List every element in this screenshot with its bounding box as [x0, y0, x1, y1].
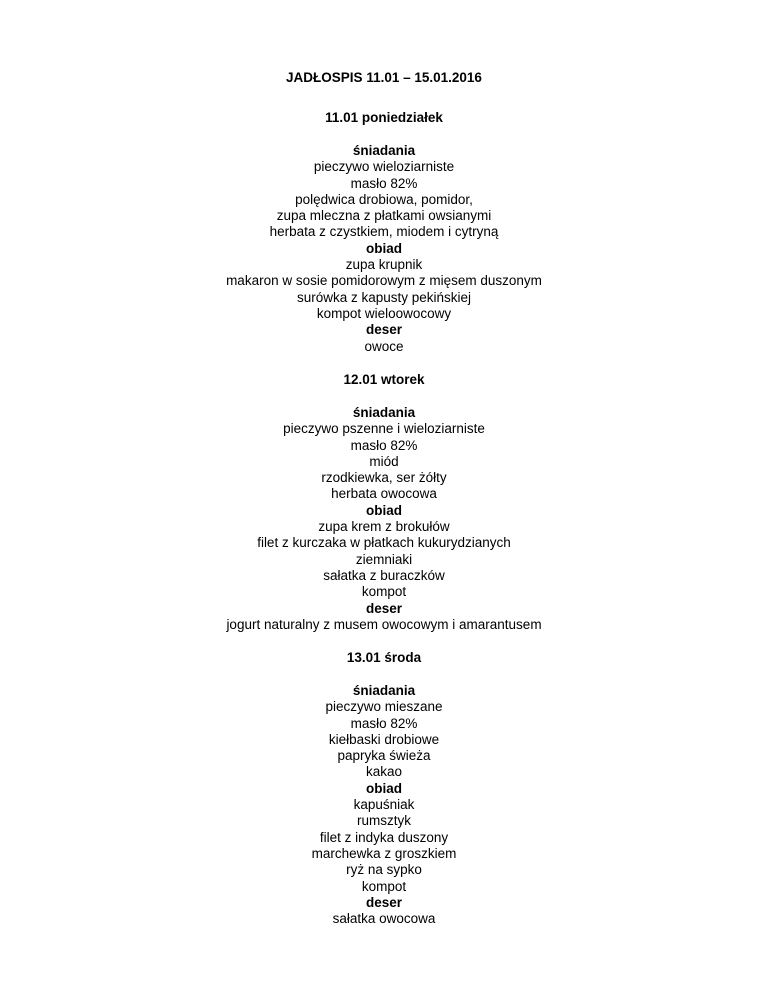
menu-item: herbata owocowa	[331, 486, 437, 502]
meal-label-breakfast: śniadania	[352, 405, 416, 420]
meal-label-lunch: obiad	[366, 780, 402, 796]
meal-label-dessert: deser	[365, 600, 403, 616]
menu-item: surówka z kapusty pekińskiej	[296, 289, 472, 305]
menu-item: filet z indyka duszony	[319, 829, 449, 845]
menu-item: papryka świeża	[337, 748, 431, 764]
menu-item: zupa krem z brokułów	[318, 519, 450, 535]
meal-label-dessert: deser	[365, 322, 403, 338]
meal-label-lunch: obiad	[366, 502, 402, 518]
menu-item: kakao	[365, 764, 403, 780]
menu-item: masło 82%	[350, 175, 418, 191]
menu-item: jogurt naturalny z musem owocowym i amarantusem	[226, 616, 542, 632]
menu-item: kiełbaski drobiowe	[328, 731, 440, 747]
document-title: JADŁOSPIS 11.01 – 15.01.2016	[286, 70, 482, 85]
menu-item: herbata z czystkiem, miodem i cytryną	[269, 224, 499, 240]
meal-label-dessert: deser	[365, 894, 403, 910]
menu-item: zupa mleczna z płatkami owsianymi	[276, 208, 492, 224]
menu-item: polędwica drobiowa, pomidor,	[295, 191, 473, 207]
menu-item: kompot wieloowocowy	[316, 305, 452, 321]
menu-item: filet z kurczaka w płatkach kukurydzianych	[257, 535, 511, 551]
menu-item: owoce	[364, 338, 404, 354]
menu-item: ryż na sypko	[346, 862, 422, 878]
day-heading: 11.01 poniedziałek	[325, 110, 443, 125]
meal-label-breakfast: śniadania	[352, 683, 416, 698]
menu-item: marchewka z groszkiem	[311, 845, 457, 861]
day-heading: 13.01 środa	[346, 650, 422, 665]
menu-item: zupa krupnik	[345, 257, 423, 273]
day-section-wednesday	[0, 650, 768, 927]
menu-item: pieczywo mieszane	[325, 699, 443, 715]
menu-item: sałatka z buraczków	[323, 567, 445, 583]
day-heading: 12.01 wtorek	[343, 372, 425, 387]
meal-label-lunch: obiad	[366, 240, 402, 256]
menu-item: sałatka owocowa	[332, 911, 436, 927]
menu-item: pieczywo pszenne i wieloziarniste	[283, 421, 485, 437]
day-section-monday	[0, 110, 768, 355]
menu-item: rzodkiewka, ser żółty	[321, 470, 447, 486]
day-section-tuesday	[0, 372, 768, 633]
menu-item: kompot	[361, 584, 407, 600]
menu-item: miód	[369, 453, 399, 469]
menu-item: masło 82%	[350, 437, 418, 453]
menu-item: ziemniaki	[355, 551, 413, 567]
menu-item: kapuśniak	[353, 797, 415, 813]
menu-item: makaron w sosie pomidorowym z mięsem duszonym	[226, 273, 542, 289]
meal-label-breakfast: śniadania	[352, 143, 416, 158]
menu-item: pieczywo wieloziarniste	[313, 159, 455, 175]
menu-item: masło 82%	[350, 715, 418, 731]
menu-item: rumsztyk	[357, 813, 411, 829]
menu-item: kompot	[361, 878, 407, 894]
